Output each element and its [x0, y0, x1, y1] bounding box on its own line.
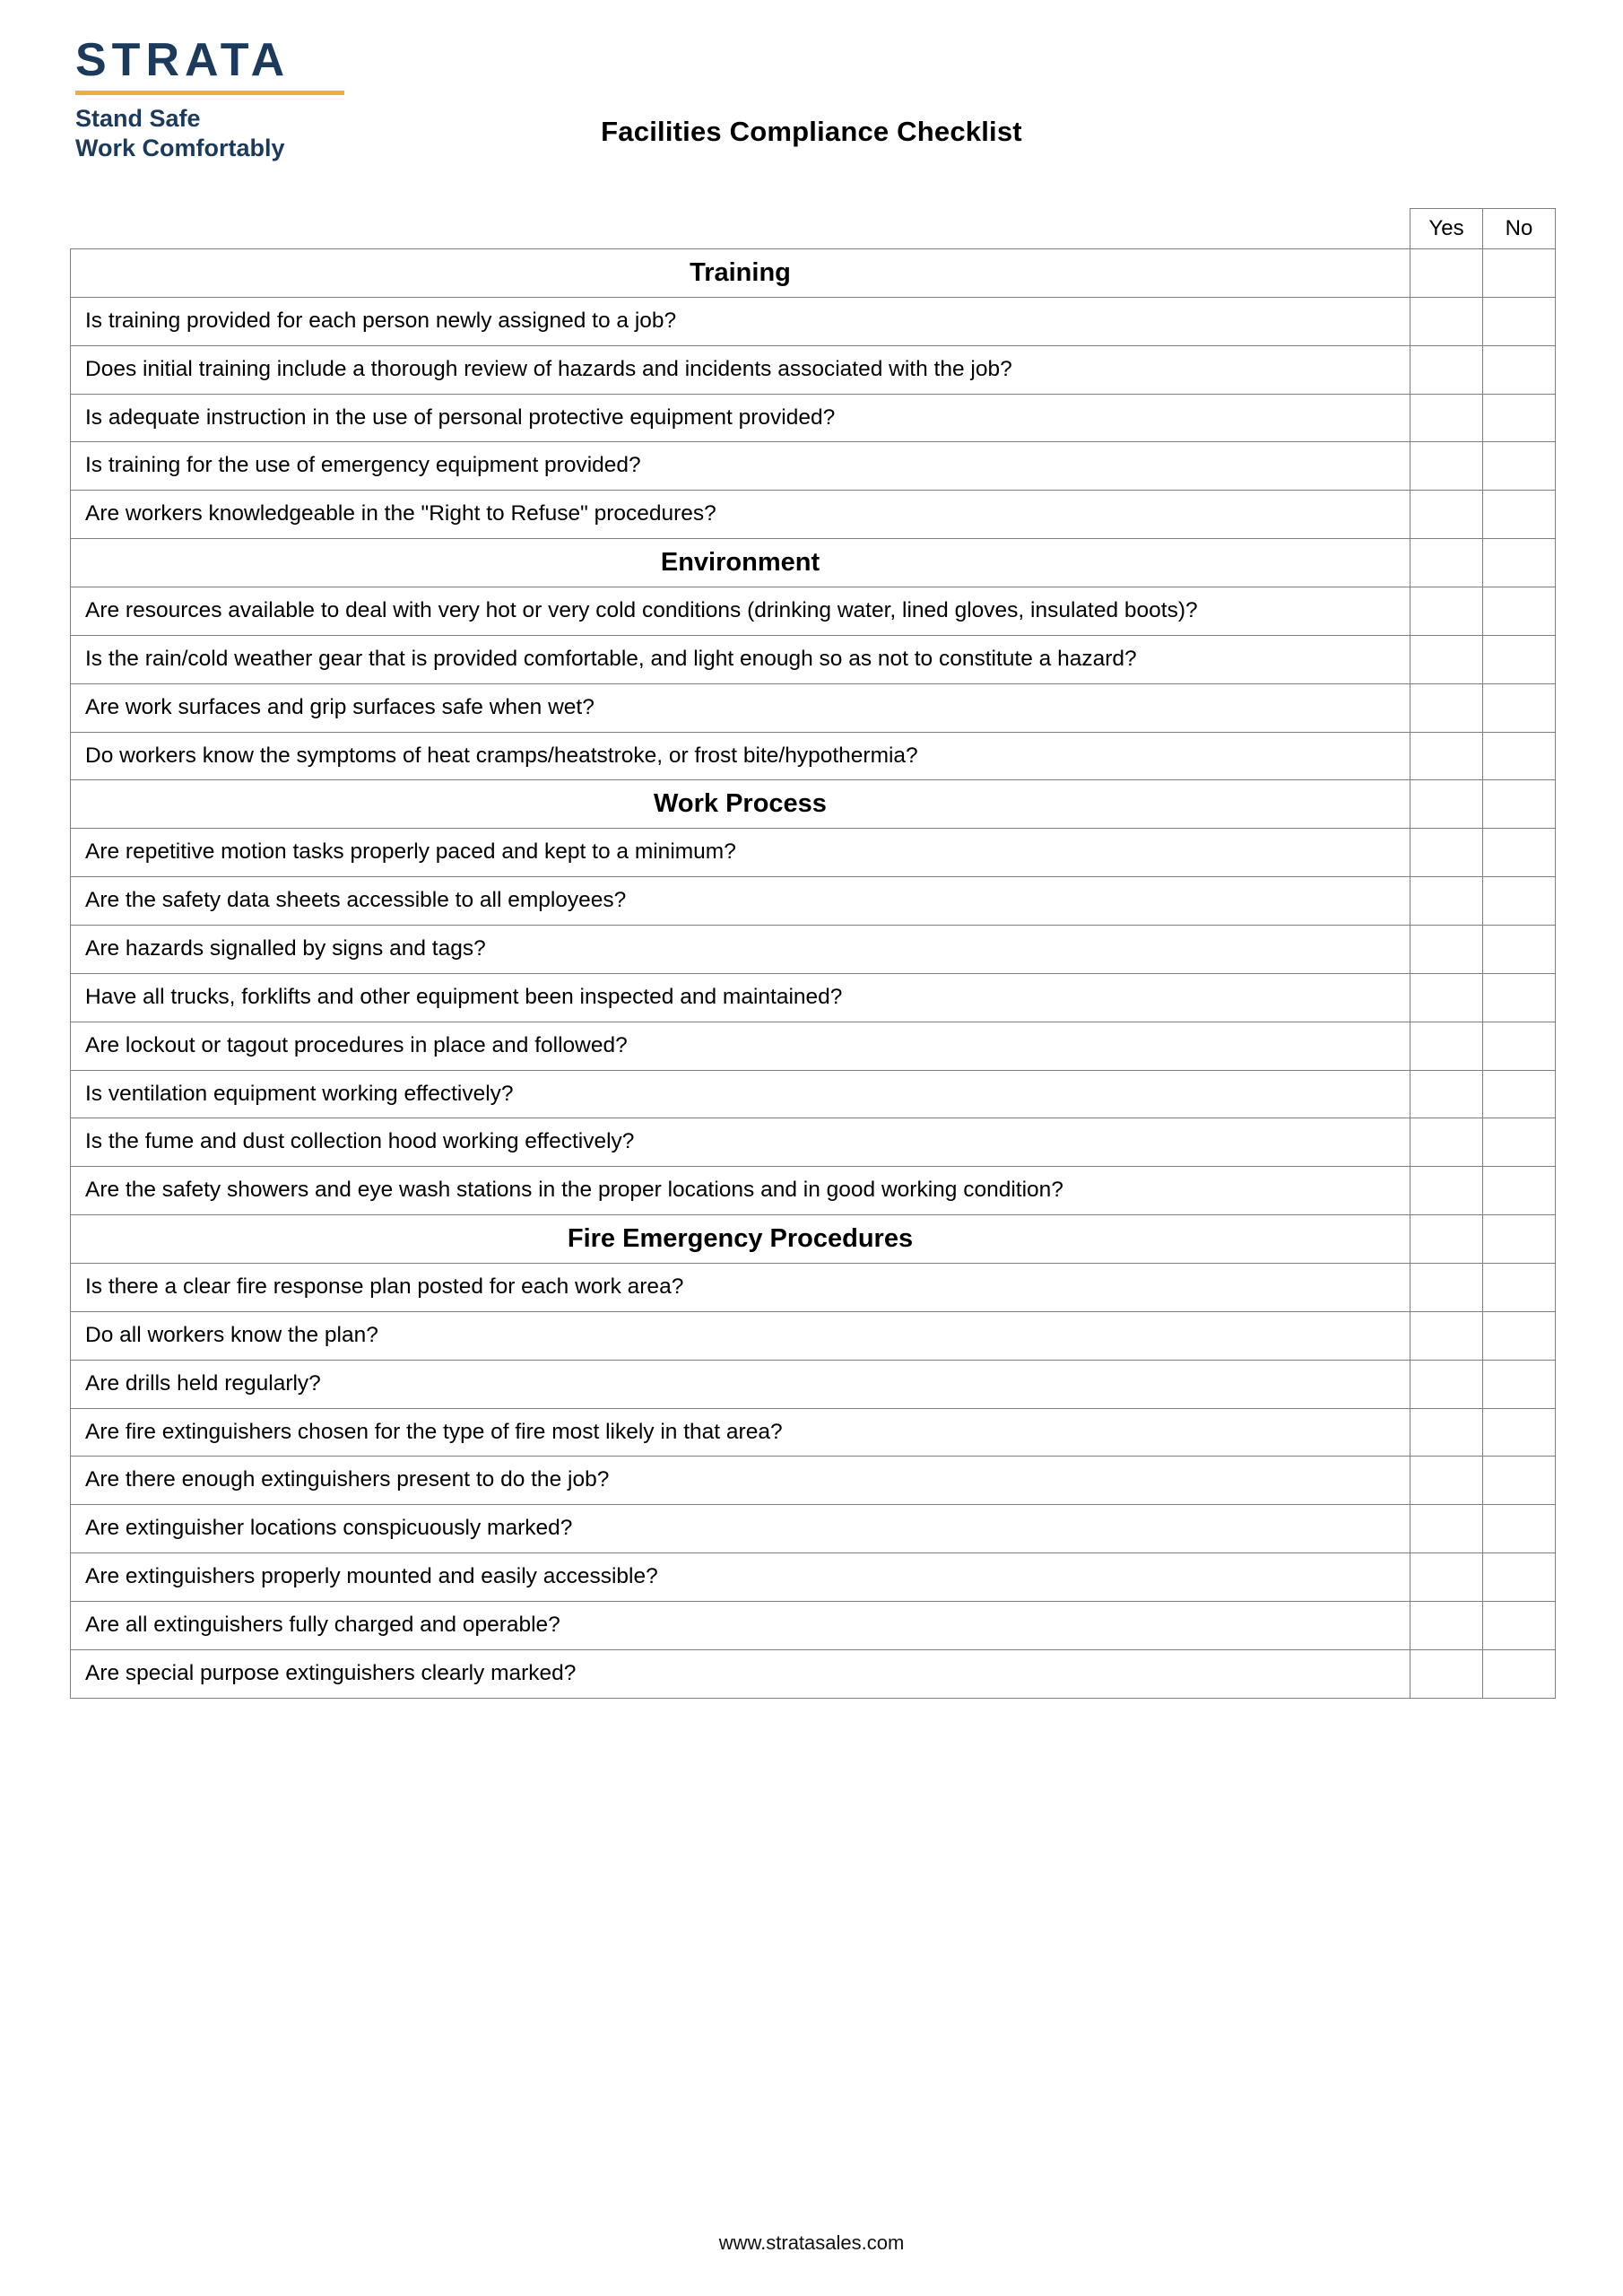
section-row — [71, 249, 1556, 298]
table-row — [71, 1118, 1556, 1167]
table-row — [71, 683, 1556, 732]
answer-yes-checkbox[interactable] — [1410, 1118, 1483, 1167]
table-row — [71, 1457, 1556, 1505]
section-yes-cell[interactable] — [1410, 1215, 1483, 1264]
answer-yes-checkbox[interactable] — [1410, 829, 1483, 877]
answer-no-checkbox[interactable] — [1483, 926, 1556, 974]
table-row — [71, 1311, 1556, 1360]
answer-no-checkbox[interactable] — [1483, 1649, 1556, 1698]
checklist-question: Are lockout or tagout procedures in place and followed? — [71, 1022, 1410, 1070]
answer-no-checkbox[interactable] — [1483, 1118, 1556, 1167]
checklist-question: Are extinguisher locations conspicuously marked? — [71, 1505, 1410, 1553]
checklist-question: Are resources available to deal with very hot or very cold conditions (drinking water, lined gloves, insulated boots)? — [71, 587, 1410, 636]
checklist-question: Are drills held regularly? — [71, 1360, 1410, 1408]
table-row — [71, 732, 1556, 780]
page-title: Facilities Compliance Checklist — [601, 116, 1022, 147]
answer-no-checkbox[interactable] — [1483, 394, 1556, 442]
answer-no-checkbox[interactable] — [1483, 973, 1556, 1022]
section-row — [71, 1215, 1556, 1264]
table-row — [71, 877, 1556, 926]
checklist-question: Is ventilation equipment working effectively? — [71, 1070, 1410, 1118]
answer-yes-checkbox[interactable] — [1410, 1022, 1483, 1070]
answer-yes-checkbox[interactable] — [1410, 635, 1483, 683]
checklist-question: Are there enough extinguishers present to do the job? — [71, 1457, 1410, 1505]
answer-no-checkbox[interactable] — [1483, 1167, 1556, 1215]
answer-no-checkbox[interactable] — [1483, 1553, 1556, 1602]
section-yes-cell[interactable] — [1410, 249, 1483, 298]
table-row — [71, 1022, 1556, 1070]
checklist-question: Are all extinguishers fully charged and operable? — [71, 1601, 1410, 1649]
table-row — [71, 1360, 1556, 1408]
checklist-question: Are work surfaces and grip surfaces safe when wet? — [71, 683, 1410, 732]
table-row — [71, 1601, 1556, 1649]
checklist-question: Are special purpose extinguishers clearly marked? — [71, 1649, 1410, 1698]
table-row — [71, 1505, 1556, 1553]
answer-no-checkbox[interactable] — [1483, 877, 1556, 926]
footer-website: www.stratasales.com — [718, 2231, 905, 2254]
answer-yes-checkbox[interactable] — [1410, 491, 1483, 539]
table-row — [71, 973, 1556, 1022]
answer-no-checkbox[interactable] — [1483, 1022, 1556, 1070]
answer-no-checkbox[interactable] — [1483, 1070, 1556, 1118]
answer-yes-checkbox[interactable] — [1410, 1649, 1483, 1698]
answer-no-checkbox[interactable] — [1483, 1264, 1556, 1312]
answer-no-checkbox[interactable] — [1483, 1360, 1556, 1408]
brand-underline-rule — [75, 91, 344, 95]
answer-no-checkbox[interactable] — [1483, 491, 1556, 539]
brand-tagline-line1: Stand Safe — [75, 104, 201, 132]
answer-yes-checkbox[interactable] — [1410, 298, 1483, 346]
answer-yes-checkbox[interactable] — [1410, 1360, 1483, 1408]
answer-yes-checkbox[interactable] — [1410, 1311, 1483, 1360]
answer-no-checkbox[interactable] — [1483, 587, 1556, 636]
checklist-question: Is training for the use of emergency equipment provided? — [71, 442, 1410, 491]
table-row — [71, 491, 1556, 539]
checklist-table — [70, 208, 1556, 1699]
section-no-cell[interactable] — [1483, 249, 1556, 298]
section-yes-cell[interactable] — [1410, 539, 1483, 587]
answer-no-checkbox[interactable] — [1483, 1601, 1556, 1649]
answer-yes-checkbox[interactable] — [1410, 1167, 1483, 1215]
answer-no-checkbox[interactable] — [1483, 442, 1556, 491]
answer-no-checkbox[interactable] — [1483, 635, 1556, 683]
column-header-yes: Yes — [1410, 209, 1483, 249]
answer-no-checkbox[interactable] — [1483, 683, 1556, 732]
answer-no-checkbox[interactable] — [1483, 1505, 1556, 1553]
answer-yes-checkbox[interactable] — [1410, 442, 1483, 491]
checklist-question: Have all trucks, forklifts and other equipment been inspected and maintained? — [71, 973, 1410, 1022]
checklist-question: Is the fume and dust collection hood working effectively? — [71, 1118, 1410, 1167]
section-no-cell[interactable] — [1483, 539, 1556, 587]
section-no-cell[interactable] — [1483, 1215, 1556, 1264]
answer-yes-checkbox[interactable] — [1410, 587, 1483, 636]
section-title: Environment — [71, 539, 1410, 587]
checklist-question: Is adequate instruction in the use of personal protective equipment provided? — [71, 394, 1410, 442]
table-row — [71, 1167, 1556, 1215]
answer-yes-checkbox[interactable] — [1410, 683, 1483, 732]
answer-yes-checkbox[interactable] — [1410, 1264, 1483, 1312]
section-row — [71, 539, 1556, 587]
table-row — [71, 1264, 1556, 1312]
checklist-question: Are hazards signalled by signs and tags? — [71, 926, 1410, 974]
answer-yes-checkbox[interactable] — [1410, 1505, 1483, 1553]
answer-yes-checkbox[interactable] — [1410, 1601, 1483, 1649]
answer-yes-checkbox[interactable] — [1410, 973, 1483, 1022]
column-header-no: No — [1483, 209, 1556, 249]
table-row — [71, 1553, 1556, 1602]
answer-yes-checkbox[interactable] — [1410, 394, 1483, 442]
answer-no-checkbox[interactable] — [1483, 1408, 1556, 1457]
section-title: Work Process — [71, 780, 1410, 829]
section-row — [71, 780, 1556, 829]
table-row — [71, 1070, 1556, 1118]
table-row — [71, 829, 1556, 877]
checklist-question: Do workers know the symptoms of heat cramps/heatstroke, or frost bite/hypothermia? — [71, 732, 1410, 780]
checklist-question: Does initial training include a thorough review of hazards and incidents associated with the job? — [71, 345, 1410, 394]
answer-yes-checkbox[interactable] — [1410, 732, 1483, 780]
answer-yes-checkbox[interactable] — [1410, 345, 1483, 394]
brand-tagline-line2: Work Comfortably — [75, 135, 285, 162]
brand-name: STRATA — [75, 34, 291, 86]
table-row — [71, 587, 1556, 636]
table-row — [71, 926, 1556, 974]
checklist-question: Are repetitive motion tasks properly paced and kept to a minimum? — [71, 829, 1410, 877]
document-header — [70, 30, 1553, 201]
checklist-question: Are extinguishers properly mounted and easily accessible? — [71, 1553, 1410, 1602]
answer-yes-checkbox[interactable] — [1410, 1553, 1483, 1602]
table-row — [71, 635, 1556, 683]
checklist-question: Are workers knowledgeable in the "Right to Refuse" procedures? — [71, 491, 1410, 539]
table-header-row — [71, 209, 1556, 249]
checklist-question: Is training provided for each person newly assigned to a job? — [71, 298, 1410, 346]
answer-yes-checkbox[interactable] — [1410, 1457, 1483, 1505]
section-title: Training — [71, 249, 1410, 298]
table-row — [71, 345, 1556, 394]
answer-no-checkbox[interactable] — [1483, 732, 1556, 780]
answer-yes-checkbox[interactable] — [1410, 1070, 1483, 1118]
checklist-question: Do all workers know the plan? — [71, 1311, 1410, 1360]
checklist-question: Are the safety showers and eye wash stations in the proper locations and in good working condition? — [71, 1167, 1410, 1215]
checklist-question: Are fire extinguishers chosen for the type of fire most likely in that area? — [71, 1408, 1410, 1457]
checklist-question: Is there a clear fire response plan posted for each work area? — [71, 1264, 1410, 1312]
answer-yes-checkbox[interactable] — [1410, 877, 1483, 926]
checklist-question: Are the safety data sheets accessible to all employees? — [71, 877, 1410, 926]
answer-no-checkbox[interactable] — [1483, 298, 1556, 346]
section-title: Fire Emergency Procedures — [71, 1215, 1410, 1264]
table-row — [71, 394, 1556, 442]
answer-no-checkbox[interactable] — [1483, 1457, 1556, 1505]
table-row — [71, 1408, 1556, 1457]
table-row — [71, 1649, 1556, 1698]
answer-yes-checkbox[interactable] — [1410, 1408, 1483, 1457]
answer-no-checkbox[interactable] — [1483, 829, 1556, 877]
answer-yes-checkbox[interactable] — [1410, 926, 1483, 974]
table-row — [71, 442, 1556, 491]
section-no-cell[interactable] — [1483, 780, 1556, 829]
table-header-spacer — [71, 209, 1410, 249]
answer-no-checkbox[interactable] — [1483, 1311, 1556, 1360]
checklist-question: Is the rain/cold weather gear that is provided comfortable, and light enough so as not to constitute a hazard? — [71, 635, 1410, 683]
answer-no-checkbox[interactable] — [1483, 345, 1556, 394]
section-yes-cell[interactable] — [1410, 780, 1483, 829]
table-row — [71, 298, 1556, 346]
